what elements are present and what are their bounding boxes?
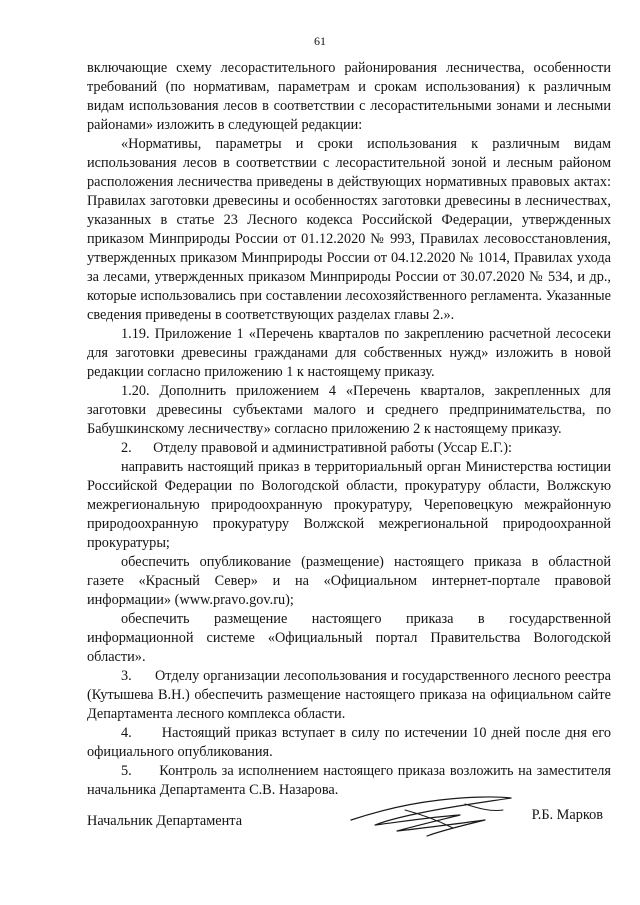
signatory-name: Р.Б. Марков [531,807,603,823]
paragraph-3: 3. Отделу организации лесопользования и государственного лесного реестра (Кутышева В.Н.) обеспечить размещение настоящего приказа на официальном сайте Департамента лесного комплекса области. [87,668,615,722]
paragraph-quoted-norms: «Нормативы, параметры и сроки использования к различным видам использования лесов в соответствии с лесорастительной зоной и лесным районом расположения лесничества приведены в действующих нормативных правовых актах: Правилах заготовки древесины и особенностях заготовки древесины в лесничествах, указанных в статье 23 Лесного кодекса Российской Федерации, утвержденных приказом Минприроды России от 01.12.2020 № 993, Правилах лесовосстановления, утвержденных приказом Минприроды России от 04.12.2020 № 1014, Правилах ухода за лесами, утвержденных приказом Минприроды России от 30.07.2020 № 534, и др., которые использовались при составлении лесохозяйственного регламента. Указанные сведения приведены в соответствующих разделах главы 2.». [87,136,611,323]
paragraph-intro: включающие схему лесорастительного районирования лесничества, особенности требований (по нормативам, параметрам и срокам использования) к различным видам использования лесов в соответствии с лесорастительными зонами и лесными районами» изложить в следующей редакции: [87,60,611,133]
paragraph-1-19: 1.19. Приложение 1 «Перечень кварталов по закреплению расчетной лесосеки для заготовки древесины гражданами для собственных нужд» изложить в новой редакции согласно приложению 1 к настоящему приказу. [87,326,611,380]
paragraph-2-publish: обеспечить опубликование (размещение) настоящего приказа в областной газете «Красный Север» и на «Официальном интернет-портале правовой информации» (www.pravo.gov.ru); [87,554,611,608]
paragraph-2-send: направить настоящий приказ в территориальный орган Министерства юстиции Российской Федерации по Вологодской области, прокуратуру области, Волжскую межрегиональную природоохранную прокуратуру, Череповецкую межрайонную природоохранную прокуратуру Волжской межрегиональной природоохранной прокуратуры; [87,459,611,551]
paragraph-2-portal: обеспечить размещение настоящего приказа в государственной информационной системе «Официальный портал Правительства Вологодской области». [87,611,611,665]
handwritten-signature [345,790,515,846]
paragraph-4: 4. Настоящий приказ вступает в силу по истечении 10 дней после дня его официального опубликования. [87,725,615,760]
document-body [87,59,615,800]
page-number: 61 [314,34,326,48]
signatory-title: Начальник Департамента [87,813,243,829]
paragraph-1-20: 1.20. Дополнить приложением 4 «Перечень кварталов, закрепленных для заготовки древесины субъектами малого и среднего предпринимательства, по Бабушкинскому лесничеству» согласно приложению 2 к настоящему приказу. [87,383,611,437]
paragraph-2: 2. Отделу правовой и административной работы (Уссар Е.Г.): [121,440,512,456]
signature-block [87,790,611,850]
paragraph-5: 5. Контроль за исполнением настоящего приказа возложить на заместителя начальника Департамента С.В. Назарова. [87,763,615,798]
